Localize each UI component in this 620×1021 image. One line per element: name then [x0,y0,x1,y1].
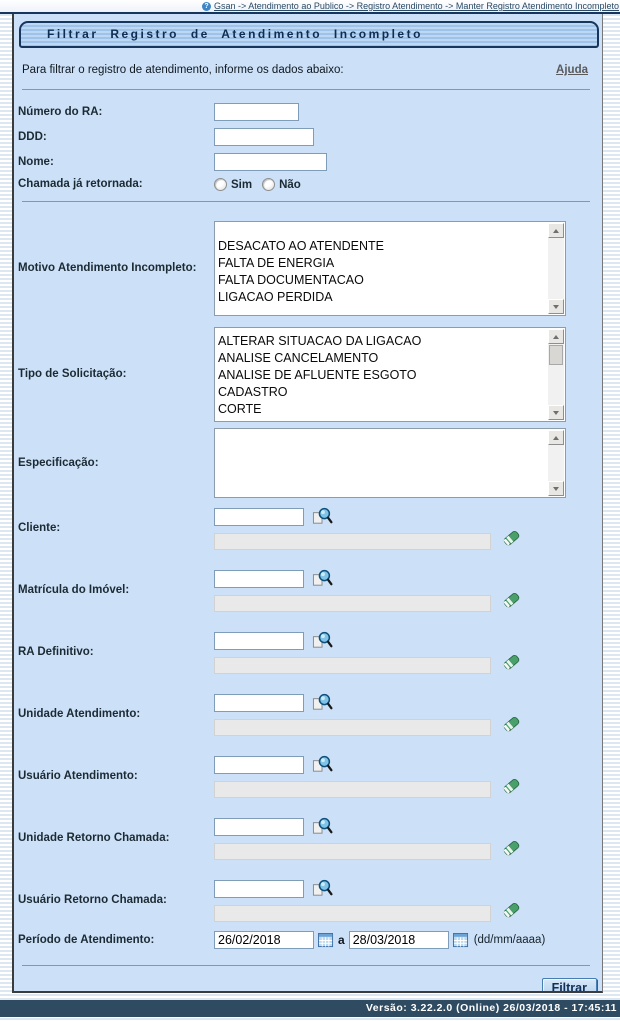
version-footer [0,1000,620,1017]
lookup-code-input[interactable] [214,570,304,588]
lookup-code-input[interactable] [214,756,304,774]
lookup-description-field [214,843,491,860]
calendar-icon[interactable] [318,933,334,948]
lookup-row [14,878,602,923]
instruction-text: Para filtrar o registro de atendimento, informe os dados abaixo: [22,64,344,76]
eraser-icon[interactable] [501,714,523,734]
version-text: Versão: 3.22.2.0 (Online) 26/03/2018 - 17:45:11 [365,1002,617,1014]
select-option[interactable]: LIGACAO PERDIDA [218,290,333,304]
lookup-label: RA Definitivo: [18,646,94,658]
especificacao-row [14,428,602,498]
search-magnifier-icon[interactable] [312,630,333,651]
data-final-input[interactable] [349,931,449,949]
arrow-up-icon [553,335,559,339]
especificacao-select[interactable] [214,428,566,498]
divider [22,965,590,966]
lookup-code-input[interactable] [214,694,304,712]
eraser-icon[interactable] [501,528,523,548]
lookup-description-field [214,719,491,736]
lookup-row [14,630,602,675]
data-inicial-input[interactable] [214,931,314,949]
numero-ra-input[interactable] [214,103,299,121]
scrollbar-thumb[interactable] [549,345,563,365]
lookup-label: Unidade Retorno Chamada: [18,832,170,844]
motivo-label: Motivo Atendimento Incompleto: [18,262,197,274]
lookup-description-field [214,595,491,612]
lookup-row [14,568,602,613]
lookup-description-field [214,905,491,922]
ddd-label: DDD: [18,130,47,143]
periodo-atendimento-row [14,931,602,949]
eraser-icon[interactable] [501,838,523,858]
motivo-row [14,221,602,316]
scroll-up-button[interactable] [548,430,564,445]
scroll-up-button[interactable] [548,329,564,344]
lookup-label: Cliente: [18,522,61,534]
radio-button-icon[interactable] [214,178,227,191]
lookup-row [14,506,602,551]
arrow-up-icon [553,229,559,233]
breadcrumb[interactable]: Gsan -> Atendimento ao Publico -> Registro Atendimento -> Manter Registro Atendimento Incompleto [214,1,619,11]
eraser-icon[interactable] [501,900,523,920]
ddd-input[interactable] [214,128,314,146]
lookup-code-input[interactable] [214,818,304,836]
ajuda-link[interactable]: Ajuda [556,64,588,76]
lookup-code-input[interactable] [214,880,304,898]
page-title: Filtrar Registro de Atendimento Incompleto [19,21,599,48]
select-option[interactable]: ANALISE CANCELAMENTO [218,351,379,365]
search-magnifier-icon[interactable] [312,754,333,775]
lookup-row [14,816,602,861]
lookup-code-input[interactable] [214,508,304,526]
nome-input[interactable] [214,153,327,171]
nome-label: Nome: [18,155,54,168]
lookup-row [14,754,602,799]
scroll-down-button[interactable] [548,481,564,496]
breadcrumb-bar [0,0,620,12]
select-option[interactable]: FALTA DE ENERGIA [218,256,335,270]
lookup-description-field [214,657,491,674]
search-magnifier-icon[interactable] [312,506,333,527]
lookup-row [14,692,602,737]
especificacao-label: Especificação: [18,456,99,469]
scroll-down-button[interactable] [548,405,564,420]
radio-option [214,178,252,191]
select-option[interactable]: CORTE [218,402,262,416]
calendar-icon[interactable] [453,933,469,948]
lookup-code-input[interactable] [214,632,304,650]
arrow-down-icon [553,411,559,415]
radio-button-icon[interactable] [262,178,275,191]
arrow-down-icon [553,487,559,491]
scrollbar[interactable] [548,329,564,420]
chamada-retornada-label: Chamada já retornada: [18,178,143,190]
select-option[interactable]: FALTA DOCUMENTACAO [218,273,364,287]
select-option[interactable]: DESACATO AO ATENDENTE [218,239,385,253]
lookup-description-field [214,533,491,550]
tipo-solicitacao-label: Tipo de Solicitação: [18,368,127,380]
help-question-icon[interactable]: ? [202,2,211,11]
date-range-separator: a [338,933,345,947]
nome-row [14,153,602,171]
filtrar-button[interactable]: Filtrar [542,978,597,993]
lookup-description-field [214,781,491,798]
motivo-select[interactable] [214,221,566,316]
divider [22,89,590,90]
numero-ra-label: Número do RA: [18,105,103,118]
scrollbar[interactable] [548,430,564,496]
radio-option [262,178,301,191]
scrollbar[interactable] [548,223,564,314]
search-magnifier-icon[interactable] [312,692,333,713]
select-option[interactable]: ALTERAR SITUACAO DA LIGACAO [218,334,422,348]
arrow-down-icon [553,305,559,309]
scroll-up-button[interactable] [548,223,564,238]
eraser-icon[interactable] [501,590,523,610]
search-magnifier-icon[interactable] [312,878,333,899]
scroll-down-button[interactable] [548,299,564,314]
date-format-hint: (dd/mm/aaaa) [473,934,546,946]
chamada-retornada-options [214,178,311,191]
lookup-label: Usuário Atendimento: [18,770,138,782]
lookup-label: Unidade Atendimento: [18,708,141,720]
search-magnifier-icon[interactable] [312,816,333,837]
lookup-label: Matrícula do Imóvel: [18,584,130,596]
radio-option-label: Não [279,178,301,191]
chamada-retornada-row [14,178,602,191]
eraser-icon[interactable] [501,652,523,672]
tipo-solicitacao-select[interactable] [214,327,566,422]
eraser-icon[interactable] [501,776,523,796]
select-option[interactable]: ANALISE DE AFLUENTE ESGOTO [218,368,417,382]
arrow-up-icon [553,436,559,440]
numero-ra-row [14,103,602,121]
lookup-label: Usuário Retorno Chamada: [18,894,167,906]
ddd-row [14,128,602,146]
radio-option-label: Sim [231,178,253,191]
tipo-solicitacao-row [14,327,602,422]
select-option[interactable]: CADASTRO [218,385,288,399]
divider [22,201,590,202]
search-magnifier-icon[interactable] [312,568,333,589]
filter-panel [12,14,603,993]
periodo-atendimento-label: Período de Atendimento: [18,933,155,946]
